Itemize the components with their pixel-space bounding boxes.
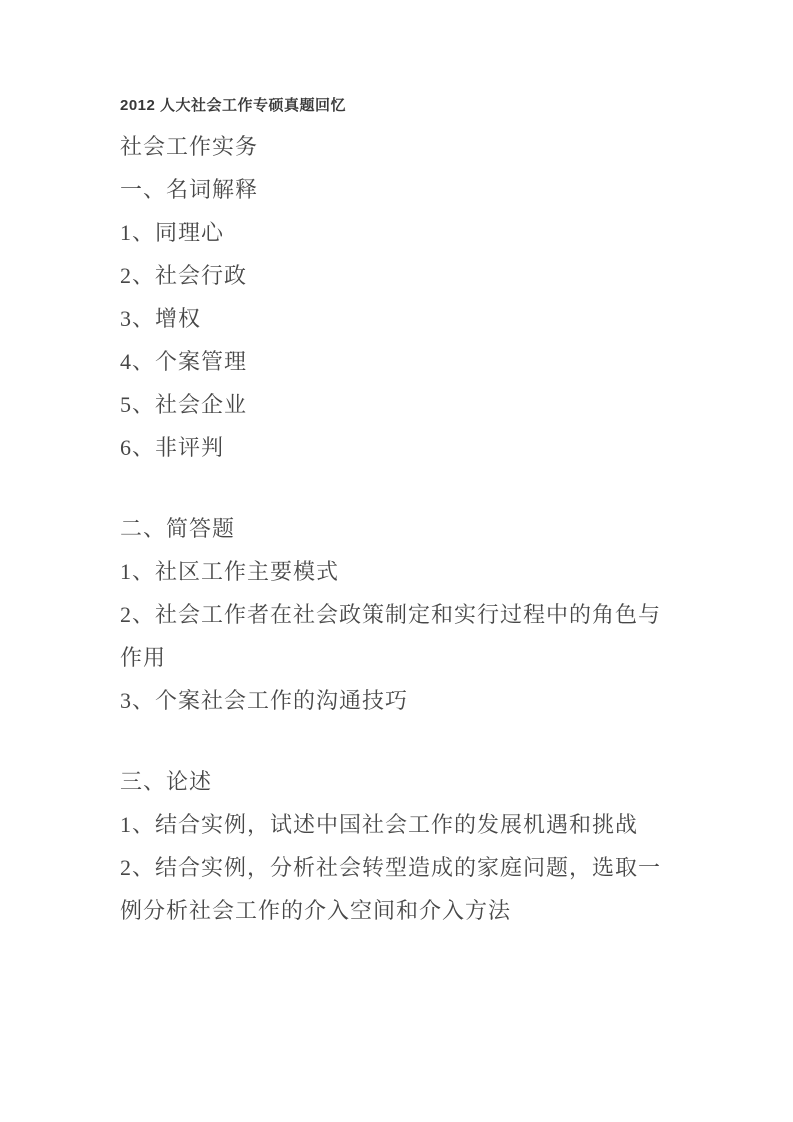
question-item: 2、结合实例，分析社会转型造成的家庭问题，选取一例分析社会工作的介入空间和介入方法 (120, 855, 662, 923)
document-title: 2012 人大社会工作专硕真题回忆 (120, 97, 347, 114)
section-glossary (120, 168, 678, 469)
question-item: 2、社会行政 (120, 263, 248, 288)
question-item: 3、个案社会工作的沟通技巧 (120, 688, 409, 713)
question-item: 4、个案管理 (120, 349, 248, 374)
question-item: 6、非评判 (120, 435, 225, 460)
question-item: 1、同理心 (120, 220, 225, 245)
question-item: 3、增权 (120, 306, 202, 331)
question-item: 2、社会工作者在社会政策制定和实行过程中的角色与作用 (120, 602, 662, 670)
section-essay (120, 760, 678, 932)
subject-heading: 社会工作实务 (120, 134, 259, 159)
question-item: 5、社会企业 (120, 392, 248, 417)
section-heading: 二、简答题 (120, 516, 236, 541)
question-item: 1、社区工作主要模式 (120, 559, 340, 584)
section-short-answer (120, 507, 678, 722)
section-heading: 三、论述 (120, 769, 213, 794)
section-heading: 一、名词解释 (120, 177, 259, 202)
question-item: 1、结合实例，试述中国社会工作的发展机遇和挑战 (120, 812, 639, 837)
